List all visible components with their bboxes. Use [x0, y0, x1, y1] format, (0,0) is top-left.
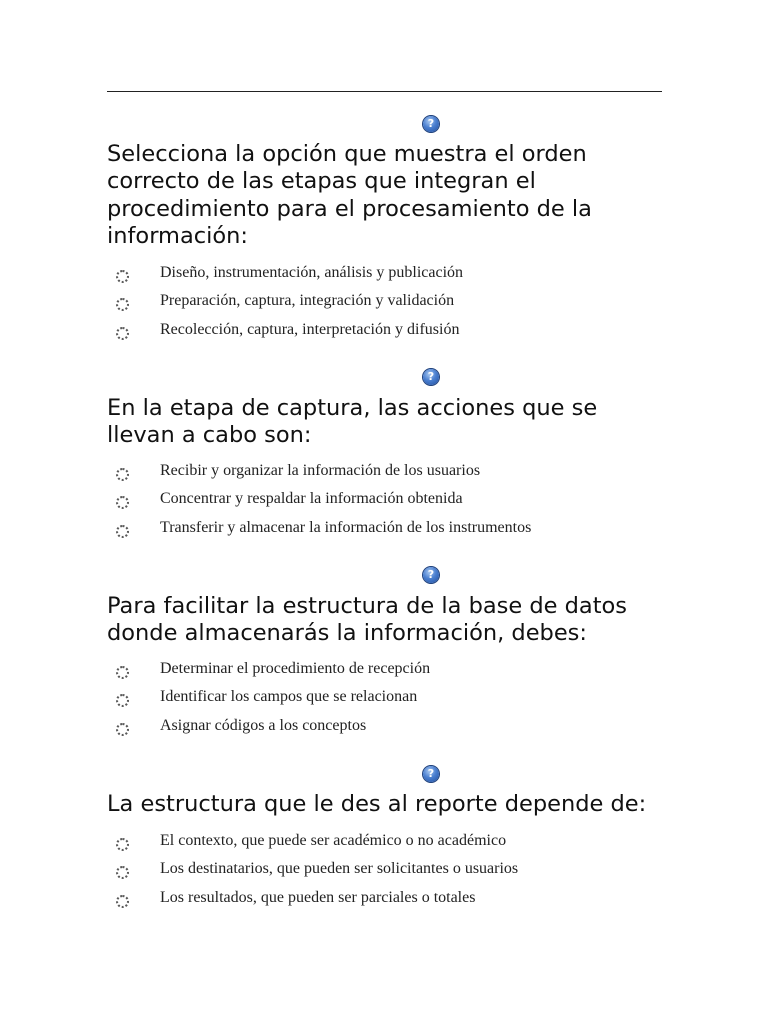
radio-button-icon[interactable] [116, 666, 129, 679]
answer-label: Concentrar y respaldar la información obtenida [160, 490, 463, 508]
answer-label: Preparación, captura, integración y validación [160, 292, 455, 310]
radio-button-icon[interactable] [116, 838, 129, 851]
answer-label: Transferir y almacenar la información de los instrumentos [160, 518, 532, 536]
radio-button-icon[interactable] [116, 723, 129, 736]
help-icon[interactable]: ? [423, 766, 439, 782]
radio-button-icon[interactable] [116, 298, 129, 311]
answer-label: Los resultados, que pueden ser parciales o totales [160, 888, 476, 906]
radio-button-icon[interactable] [116, 866, 129, 879]
answer-label: Los destinatarios, que pueden ser solicitantes o usuarios [160, 860, 519, 878]
radio-button-icon[interactable] [116, 694, 129, 707]
question-text: Para facilitar la estructura de la base de datos donde almacenarás la información, debes: [107, 593, 628, 647]
radio-button-icon[interactable] [116, 895, 129, 908]
answer-label: Identificar los campos que se relacionan [160, 688, 418, 706]
radio-button-icon[interactable] [116, 327, 129, 340]
top-divider [107, 91, 662, 92]
radio-button-icon[interactable] [116, 525, 129, 538]
radio-button-icon[interactable] [116, 468, 129, 481]
help-icon[interactable]: ? [423, 116, 439, 132]
radio-button-icon[interactable] [116, 270, 129, 283]
answer-label: Recolección, captura, interpretación y difusión [160, 320, 460, 338]
answer-label: Recibir y organizar la información de los usuarios [160, 462, 481, 479]
answer-label: El contexto, que puede ser académico o no académico [160, 832, 507, 849]
question-text: En la etapa de captura, las acciones que se llevan a cabo son: [107, 395, 598, 449]
question-text: La estructura que le des al reporte depende de: [107, 791, 647, 817]
help-icon[interactable]: ? [423, 369, 439, 385]
answer-label: Asignar códigos a los conceptos [160, 716, 367, 734]
question-text: Selecciona la opción que muestra el orden correcto de las etapas que integran el procedimiento para el procesamiento de la información: [107, 141, 592, 249]
answer-label: Diseño, instrumentación, análisis y publicación [160, 264, 464, 281]
help-icon[interactable]: ? [423, 567, 439, 583]
answer-label: Determinar el procedimiento de recepción [160, 660, 431, 677]
radio-button-icon[interactable] [116, 496, 129, 509]
